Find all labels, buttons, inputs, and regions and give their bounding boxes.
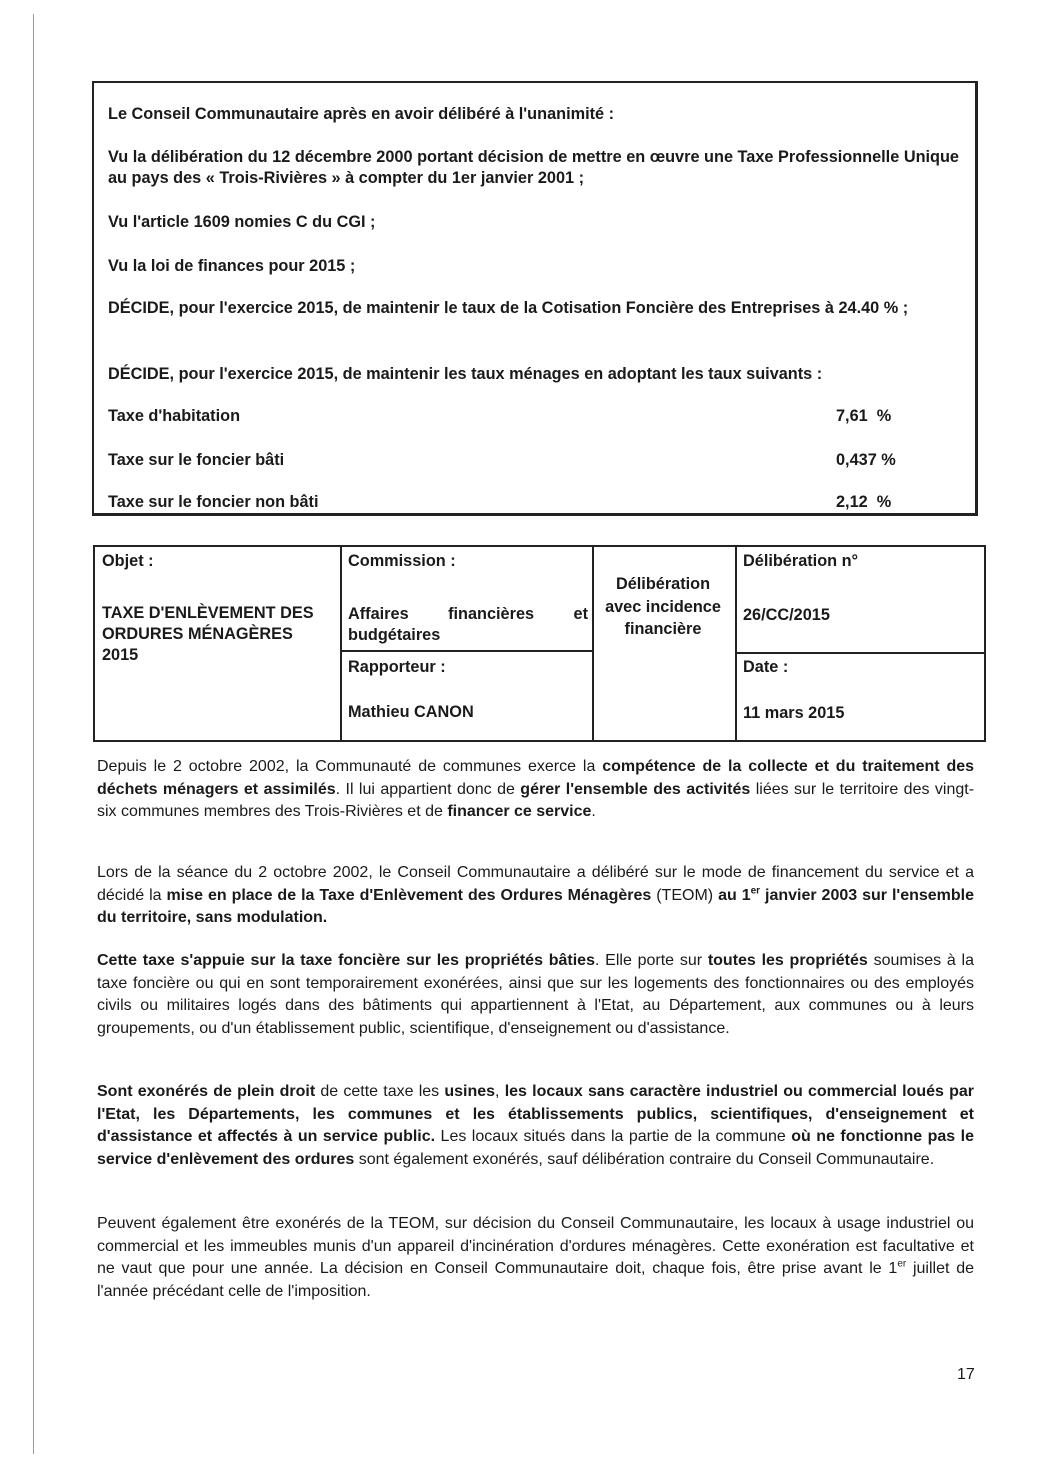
superscript: er [897,1258,907,1270]
text-bold: toutes les propriétés [707,952,868,969]
commission-label: Commission : [348,552,456,570]
deliberation-number: 26/CC/2015 [743,606,830,624]
text-bold: les locaux sans caractère industriel ou commercial loués par l'Etat, les Départements, les communes et les établissements publics, scientifiques, d'enseignement et d'assistance et affectés à un service public. [97,1083,975,1145]
objet-value: TAXE D'ENLÈVEMENT DES ORDURES MÉNAGÈRES 2015 [102,604,314,664]
text: . Elle porte sur [594,952,708,969]
text-bold: usines [444,1083,496,1100]
deliberation-box [92,81,978,516]
text-bold: Sont exonérés de plein droit [97,1083,316,1100]
objet-label: Objet : [102,552,154,570]
vu-article: Vu l'article 1609 nomies C du CGI ; [108,213,376,231]
rate-row [108,492,959,514]
rate-value: 7,61 % [836,407,892,425]
text: sont également exonérés, sauf délibération contraire du Conseil Communautaire. [354,1150,935,1168]
page-number: 17 [957,1366,975,1383]
text: (TEOM) [651,886,719,904]
paragraph-assiette [97,950,974,1040]
left-margin-line [33,14,34,1454]
paragraph-exoneration-facultative [97,1213,974,1303]
rapporteur-value: Mathieu CANON [348,703,474,721]
table-divider [735,547,737,740]
text: Peuvent également être exonérés de la TEOM, sur décision du Conseil Communautaire, les locaux à usage industriel ou commercial et les immeubles munis d'un appareil d'incinération d'ordures ménagères. Cette exonération est facultative et ne vaut que pour une année. La décision en Conseil Communautaire doit, chaque fois, être prise avant le 1 [97,1215,974,1277]
rate-row [108,450,959,472]
decide-cfe: DÉCIDE, pour l'exercice 2015, de maintenir le taux de la Cotisation Foncière des Entreprises à 24.40 % ; [108,299,909,317]
text-bold: Cette taxe s'appuie sur la taxe foncière sur les propriétés bâties [97,952,595,969]
text-bold: compétence de la collecte et du traitement des déchets ménagers et assimilés [97,758,975,798]
rate-label: Taxe d'habitation [108,407,241,425]
text: , [495,1083,505,1100]
deliberation-number-label: Délibération n° [743,552,859,570]
text: liées sur le territoire des vingt-six communes membres des Trois-Rivières et de [97,780,975,820]
text: Les locaux situés dans la partie de la commune [435,1128,792,1145]
date-value: 11 mars 2015 [743,704,845,722]
table-divider [340,650,594,652]
decide-menages: DÉCIDE, pour l'exercice 2015, de maintenir les taux ménages en adoptant les taux suivants : [108,365,823,383]
vu-deliberation: Vu la délibération du 12 décembre 2000 portant décision de mettre en œuvre une Taxe Professionnelle Unique au pays des « Trois-Rivières » à compter du 1er janvier 2001 ; [108,148,959,187]
intro-text: Le Conseil Communautaire après en avoir délibéré à l'unanimité : [108,105,615,123]
table-divider [340,547,342,740]
paragraph-financement [97,862,974,930]
vu-loi: Vu la loi de finances pour 2015 ; [108,257,356,275]
paragraph-exoneres [97,1081,974,1171]
text: Depuis le 2 octobre 2002, la Communauté de communes exerce la [97,758,603,775]
rate-value: 0,437 % [836,451,896,469]
superscript: er [750,885,761,897]
date-label: Date : [743,658,789,676]
rate-label: Taxe sur le foncier non bâti [108,493,319,511]
text: . Il lui appartient donc de [335,780,521,798]
text: au 1 [718,886,751,904]
text: de cette taxe les [315,1083,445,1100]
text: soumises à la taxe foncière ou qui en sont temporairement exonérées, ainsi que sur les logements des fonctionnaires ou des employés civils ou militaires logés dans des bâtiments qui appartiennent à l'Etat, au Département, aux communes ou à leurs groupements, ou d'un établissement public, scientifique, d'enseignement ou d'assistance. [97,952,975,1037]
text-bold: où ne fonctionne pas le service d'enlèvement des ordures [97,1128,975,1168]
deliberation-info-table [93,545,986,742]
rate-value: 2,12 % [836,493,892,511]
table-divider [735,652,986,654]
rate-label: Taxe sur le foncier bâti [108,451,285,469]
text-bold: mise en place de la Taxe d'Enlèvement des Ordures Ménagères [166,886,652,904]
text: . [591,803,596,820]
rate-row [108,406,959,428]
commission-value: Affaires financières et budgétaires [348,605,588,644]
text: Lors de la séance du 2 octobre 2002, le Conseil Communautaire a délibéré sur le mode de financement du service et a décidé la [97,864,974,904]
table-divider [592,547,594,740]
text-bold: financer ce service [447,803,592,820]
text: juillet de l'année précédant celle de l'imposition. [97,1260,974,1300]
incidence-financiere: Délibération avec incidence financière [605,575,721,638]
text-bold: gérer l'ensemble des activités [520,780,751,798]
text: janvier 2003 sur l'ensemble du territoire, sans modulation. [97,886,975,926]
paragraph-competence [97,756,974,824]
rapporteur-label: Rapporteur : [348,658,446,676]
